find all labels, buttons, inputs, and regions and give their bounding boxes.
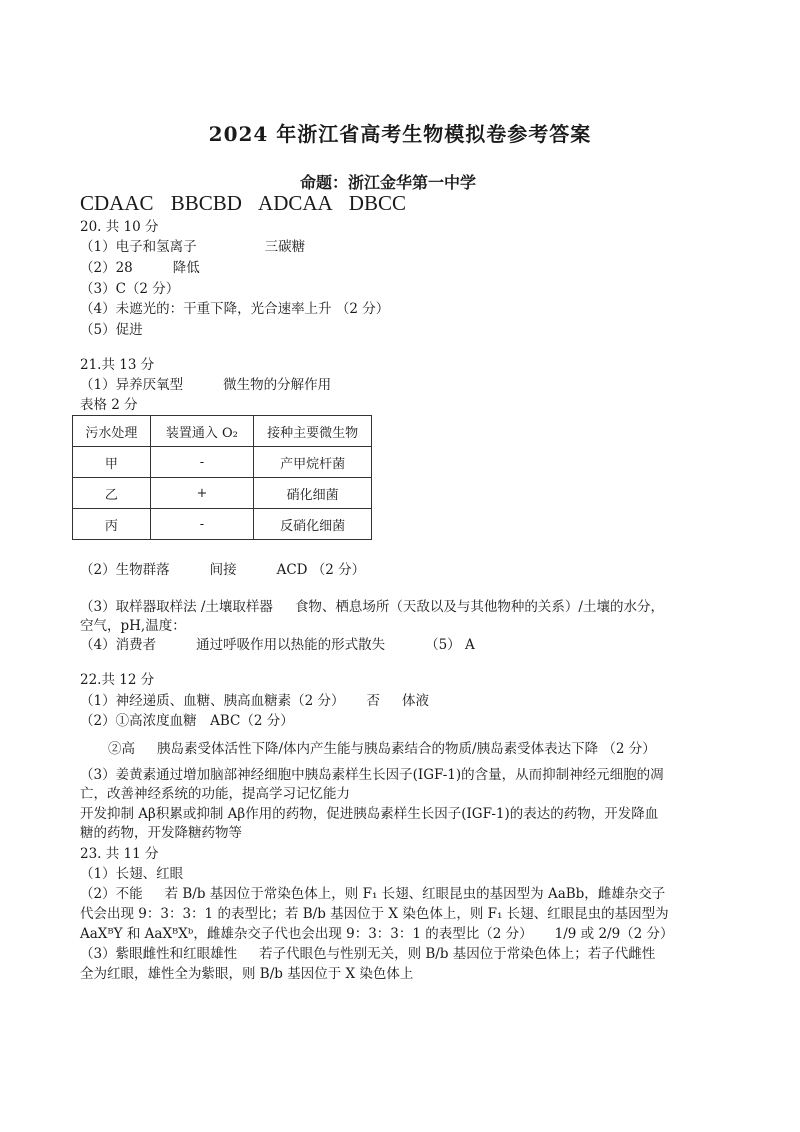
q23-answer-2b: 若 B/b 基因位于常染色体上，则 F₁ 长翅、红眼昆虫的基因型为 AaBb，雌雄杂交子 xyxy=(164,886,666,902)
q23-line4 xyxy=(80,925,674,943)
q22-line1 xyxy=(80,692,429,710)
table-header-cell: 污水处理 xyxy=(73,416,151,447)
q23-answer-5b: 若子代眼色与性别无关，则 B/b 基因位于常染色体上；若子代雌性 xyxy=(259,946,656,962)
q21-answer-2a: （2）生物群落 xyxy=(80,562,170,578)
q20-line4: （4）未遮光的：干重下降，光合速率上升 （2 分） xyxy=(80,301,390,317)
q21-answer-3a: （3）取样器取样法 /土壤取样器 xyxy=(80,599,273,615)
q23-header: 23. 共 11 分 xyxy=(80,846,159,862)
q21-answer-4b: 通过呼吸作用以热能的形式散失 xyxy=(196,637,386,653)
q22-line5: 亡，改善神经系统的功能，提高学习记忆能力 xyxy=(80,786,350,802)
table-cell: 反硝化细菌 xyxy=(254,509,372,540)
q22-answer-1c: 体液 xyxy=(401,693,429,709)
q21-line4 xyxy=(80,636,475,654)
table-cell: - xyxy=(150,447,253,478)
q20-line2 xyxy=(80,259,200,277)
q21-line3 xyxy=(80,598,664,616)
q23-line5 xyxy=(80,945,655,963)
table-row xyxy=(73,478,372,509)
choice-answers: CDAAC BBCBD ADCAA DBCC xyxy=(80,191,406,215)
q23-answer-4a: AaXᴮY 和 AaXᴮXᵇ，雌雄杂交子代也会出现 9：3：3：1 的表型比（2 分） xyxy=(80,926,533,942)
q21-answer-3b: 食物、栖息场所（天敌以及与其他物种的关系）/土壤的水分， xyxy=(294,599,664,615)
table-header-row xyxy=(73,416,372,447)
table-cell: 丙 xyxy=(73,509,151,540)
q22-answer-1a: （1）神经递质、血糖、胰高血糖素（2 分） xyxy=(80,693,345,709)
q20-line1 xyxy=(80,238,305,256)
q20-header: 20. 共 10 分 xyxy=(80,219,159,235)
q23-line3: 代会出现 9：3：3：1 的表型比；若 B/b 基因位于 X 染色体上，则 F₁ 长翅、红眼昆虫的基因型为 xyxy=(80,906,669,922)
q21-answer-1b: 微生物的分解作用 xyxy=(223,377,332,393)
q22-line2: （2）①高浓度血糖 ABC（2 分） xyxy=(80,713,294,729)
q22-header: 22.共 12 分 xyxy=(80,672,155,688)
table-cell: 硝化细菌 xyxy=(254,478,372,509)
page-title: 2024 年浙江省高考生物模拟卷参考答案 xyxy=(208,122,592,146)
q22-answer-1b: 否 xyxy=(366,693,380,709)
table-cell: + xyxy=(150,478,253,509)
q21-line1 xyxy=(80,376,331,394)
q22-line6: 开发抑制 Aβ积累或抑制 Aβ作用的药物，促进胰岛素样生长因子(IGF-1)的表达的药物，开发降血 xyxy=(80,806,659,822)
q21-table-caption: 表格 2 分 xyxy=(80,397,138,413)
q23-line1: （1）长翅、红眼 xyxy=(80,866,184,882)
q22-line3 xyxy=(108,740,656,758)
q21-answer-1a: （1）异养厌氧型 xyxy=(80,377,184,393)
q20-answer-1b: 三碳糖 xyxy=(264,239,306,255)
q20-answer-1a: （1）电子和氢离子 xyxy=(80,239,197,255)
microbe-table xyxy=(72,415,372,540)
table-row xyxy=(73,447,372,478)
q23-answer-2a: （2）不能 xyxy=(80,886,143,902)
q21-line3-cont: 空气，pH,温度： xyxy=(80,618,186,634)
q23-answer-4b: 1/9 或 2/9（2 分） xyxy=(554,926,674,942)
q20-answer-2b: 降低 xyxy=(172,260,200,276)
table-header-cell: 装置通入 O₂ xyxy=(150,416,253,447)
q20-line3: （3）C（2 分） xyxy=(80,281,180,297)
q21-line2 xyxy=(80,561,365,579)
table-cell: 甲 xyxy=(73,447,151,478)
q22-answer-3b: 胰岛素受体活性下降/体内产生能与胰岛素结合的物质/胰岛素受体表达下降 （2 分） xyxy=(157,741,656,757)
q21-answer-2c: ACD （2 分） xyxy=(276,562,366,578)
q22-line4: （3）姜黄素通过增加脑部神经细胞中胰岛素样生长因子(IGF-1)的含量，从而抑制神经元细胞的凋 xyxy=(80,767,664,783)
q21-answer-2b: 间接 xyxy=(209,562,237,578)
q21-header: 21.共 13 分 xyxy=(80,357,155,373)
q20-answer-2a: （2）28 xyxy=(80,260,133,276)
q20-line5: （5）促进 xyxy=(80,322,143,338)
q22-answer-3a: ②高 xyxy=(108,741,135,757)
q22-line7: 糖的药物，开发降糖药物等 xyxy=(80,825,242,841)
page-subtitle: 命题：浙江金华第一中学 xyxy=(300,173,477,192)
q23-line6: 全为红眼，雄性全为紫眼，则 B/b 基因位于 X 染色体上 xyxy=(80,966,414,982)
table-cell: 产甲烷杆菌 xyxy=(254,447,372,478)
q23-answer-5a: （3）紫眼雌性和红眼雄性 xyxy=(80,946,238,962)
table-row xyxy=(73,509,372,540)
table-header-cell: 接种主要微生物 xyxy=(254,416,372,447)
table-cell: 乙 xyxy=(73,478,151,509)
q21-answer-4a: （4）消费者 xyxy=(80,637,157,653)
q23-line2 xyxy=(80,885,665,903)
q21-answer-5: （5） A xyxy=(425,637,475,653)
table-cell: - xyxy=(150,509,253,540)
